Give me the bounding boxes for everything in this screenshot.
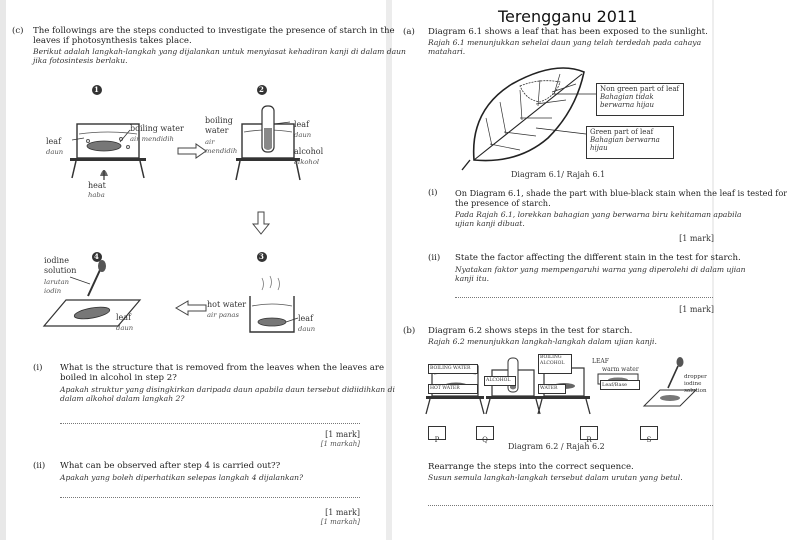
right-answer-line-ii[interactable]	[455, 297, 713, 298]
answer-line-i[interactable]	[60, 423, 360, 424]
callout-green	[586, 126, 674, 159]
diagram-6-2-caption: Diagram 6.2 / Rajah 6.2	[508, 442, 605, 451]
step1-heat-label: heat	[88, 181, 106, 190]
label-dropper-2: iodine	[684, 381, 702, 387]
leaf-diagram	[462, 68, 596, 170]
step2-leaf-malay: daun	[294, 131, 312, 139]
step-box-r	[580, 426, 598, 444]
section-a-intro: Diagram 6.1 shows a leaf that has been exposed to the sunlight.	[428, 27, 708, 37]
step2-water-label: water	[205, 126, 229, 135]
step3-leaf-malay: daun	[298, 325, 316, 333]
rearrange-instruction-malay: Susun semula langkah-langkah tersebut dalam urutan yang betul.	[428, 473, 683, 482]
right-question-ii-text: State the factor affecting the different stain in the test for starch.	[455, 253, 741, 263]
step-3-number: 3	[259, 252, 264, 261]
callout-non-green-my-1: Bahagian tidak	[600, 93, 654, 101]
step-2-apparatus	[236, 106, 300, 180]
step2-air-malay: air	[205, 138, 215, 146]
answer-line-ii[interactable]	[60, 497, 360, 498]
section-c-intro-2: leaves if photosynthesis takes place.	[33, 36, 192, 46]
callout-green-en: Green part of leaf	[590, 128, 654, 136]
step-2-number: 2	[259, 85, 264, 94]
section-c-intro-malay-1: Berikut adalah langkah-langkah yang dijalankan untuk menyiasat kehadiran kanji di dalam daun	[33, 47, 406, 56]
question-i-mark: [1 mark]	[325, 430, 360, 439]
rearrange-answer-line[interactable]	[428, 505, 713, 506]
step-box-q	[476, 426, 494, 444]
step-box-p	[428, 426, 446, 444]
arrow-3-to-4	[176, 301, 206, 315]
question-i-number: (i)	[33, 363, 43, 373]
step4-iodin-malay: iodin	[44, 287, 62, 295]
label-warm-water: warm water	[602, 366, 639, 373]
step2-mendidih-malay: mendidih	[205, 147, 238, 155]
question-i-malay-2: dalam alkohol dalam langkah 2?	[60, 394, 185, 403]
section-a-intro-malay-1: Rajah 6.1 menunjukkan sehelai daun yang telah terdedah pada cahaya	[428, 38, 702, 47]
left-page-edge	[0, 0, 6, 540]
right-question-ii-malay-1: Nyatakan faktor yang mempengaruhi warna yang diperolehi di dalam ujian	[455, 265, 746, 274]
section-b-intro-malay: Rajah 6.2 menunjukkan langkah-langkah dalam ujian kanji.	[428, 337, 657, 346]
step1-boiling-water-label: boiling water	[130, 124, 184, 133]
step-4-number: 4	[94, 252, 99, 261]
step3-hot-water-malay: air panas	[207, 311, 239, 319]
label-leaf-base: Leaf/Base	[602, 382, 627, 388]
right-question-ii-malay-2: kanji itu.	[455, 274, 490, 283]
question-ii-mark: [1 mark]	[325, 508, 360, 517]
label-dropper-3: solution	[684, 388, 707, 394]
section-c-label: (c)	[12, 26, 24, 36]
section-c-intro-malay-2: jika fotosintesis berlaku.	[33, 56, 128, 65]
step1-leaf-label-malay: daun	[46, 148, 64, 156]
right-question-ii-mark: [1 mark]	[679, 305, 714, 314]
label-alcohol: ALCOHOL	[486, 378, 511, 383]
label-dropper-1: dropper	[684, 374, 707, 380]
step3-hot-water-label: hot water	[207, 300, 247, 309]
step4-iodine-label: iodine	[44, 256, 69, 265]
page-title: Terengganu 2011	[498, 7, 638, 26]
question-ii-mark-malay: [1 markah]	[320, 518, 360, 526]
callout-green-my-1: Bahagian berwarna	[590, 136, 660, 144]
question-i-mark-malay: [1 markah]	[320, 440, 360, 448]
question-ii-malay: Apakah yang boleh diperhatikan selepas langkah 4 dijalankan?	[60, 473, 304, 482]
question-i-text-2: boiled in alcohol in step 2?	[60, 373, 177, 383]
question-ii-text: What can be observed after step 4 is carried out??	[60, 461, 281, 471]
arrow-1-to-2	[178, 144, 206, 158]
step3-leaf-label: leaf	[298, 314, 314, 323]
step-box-s-label: S	[646, 436, 652, 444]
step2-leaf-label: leaf	[294, 120, 310, 129]
step1-heat-malay: haba	[88, 191, 105, 199]
section-b-intro: Diagram 6.2 shows steps in the test for starch.	[428, 326, 633, 336]
label-hot-water-box	[428, 384, 478, 394]
step1-leaf-label: leaf	[46, 137, 62, 146]
callout-non-green	[596, 83, 684, 116]
callout-green-my-2: hijau	[590, 144, 608, 152]
step2-alcohol-malay: alkohol	[294, 158, 320, 166]
step-box-s	[640, 426, 658, 444]
step-box-r-label: R	[586, 436, 592, 444]
step-box-q-label: Q	[482, 436, 488, 444]
step4-larutan-malay: larutan	[44, 278, 70, 286]
step-box-p-label: P	[434, 436, 440, 444]
label-water-box	[538, 384, 566, 394]
callout-non-green-en: Non green part of leaf	[600, 85, 680, 93]
label-alcohol-box	[484, 376, 516, 386]
right-question-i-malay-1: Pada Rajah 6.1, lorekkan bahagian yang berwarna biru kehitaman apabila	[455, 210, 742, 219]
label-leaf-base-box	[600, 380, 640, 390]
right-question-i-text-2: the presence of starch.	[455, 198, 551, 208]
label-boiling-alcohol-box	[538, 354, 572, 374]
question-i-text-1: What is the structure that is removed from the leaves when the leaves are	[60, 363, 385, 373]
label-boiling-water-box	[428, 364, 478, 374]
step-1-number: 1	[94, 85, 99, 94]
label-water: WATER	[540, 386, 558, 391]
diagram-6-1-caption: Diagram 6.1/ Rajah 6.1	[511, 170, 606, 179]
question-i-malay-1: Apakah struktur yang disingkirkan daripada daun apabila daun tersebut didiidihkan di	[60, 385, 395, 394]
right-question-i-number: (i)	[428, 188, 438, 198]
right-question-i-mark: [1 mark]	[679, 234, 714, 243]
label-leaf-d2: LEAF	[592, 358, 609, 365]
section-c-intro-1: The followings are the steps conducted to investigate the presence of starch in the	[33, 26, 395, 36]
question-ii-number: (ii)	[33, 461, 46, 471]
step4-leaf-label: leaf	[116, 313, 132, 322]
section-a-intro-malay-2: matahari.	[428, 47, 466, 56]
section-b-label: (b)	[403, 326, 416, 336]
arrow-2-to-3	[253, 212, 269, 234]
step4-solution-label: solution	[44, 266, 77, 275]
page-gutter	[386, 0, 392, 540]
right-question-i-malay-2: ujian kanji dibuat.	[455, 219, 525, 228]
step-3-apparatus	[250, 276, 298, 332]
step4-leaf-malay: daun	[116, 324, 134, 332]
section-a-label: (a)	[403, 27, 415, 37]
label-boiling-water: BOILING WATER	[430, 366, 471, 371]
rearrange-instruction: Rearrange the steps into the correct sequence.	[428, 462, 634, 472]
label-hot-water: HOT WATER	[430, 386, 460, 391]
step1-boiling-water-malay: air mendidih	[130, 135, 174, 143]
label-boiling-alcohol: BOILING ALCOHOL	[540, 355, 565, 366]
right-question-i-text-1: On Diagram 6.1, shade the part with blue-black stain when the leaf is tested for	[455, 188, 787, 198]
callout-non-green-my-2: berwarna hijau	[600, 101, 654, 109]
step2-alcohol-label: alcohol	[294, 147, 324, 156]
right-question-ii-number: (ii)	[428, 253, 441, 263]
step2-boiling-label: boiling	[205, 116, 233, 125]
